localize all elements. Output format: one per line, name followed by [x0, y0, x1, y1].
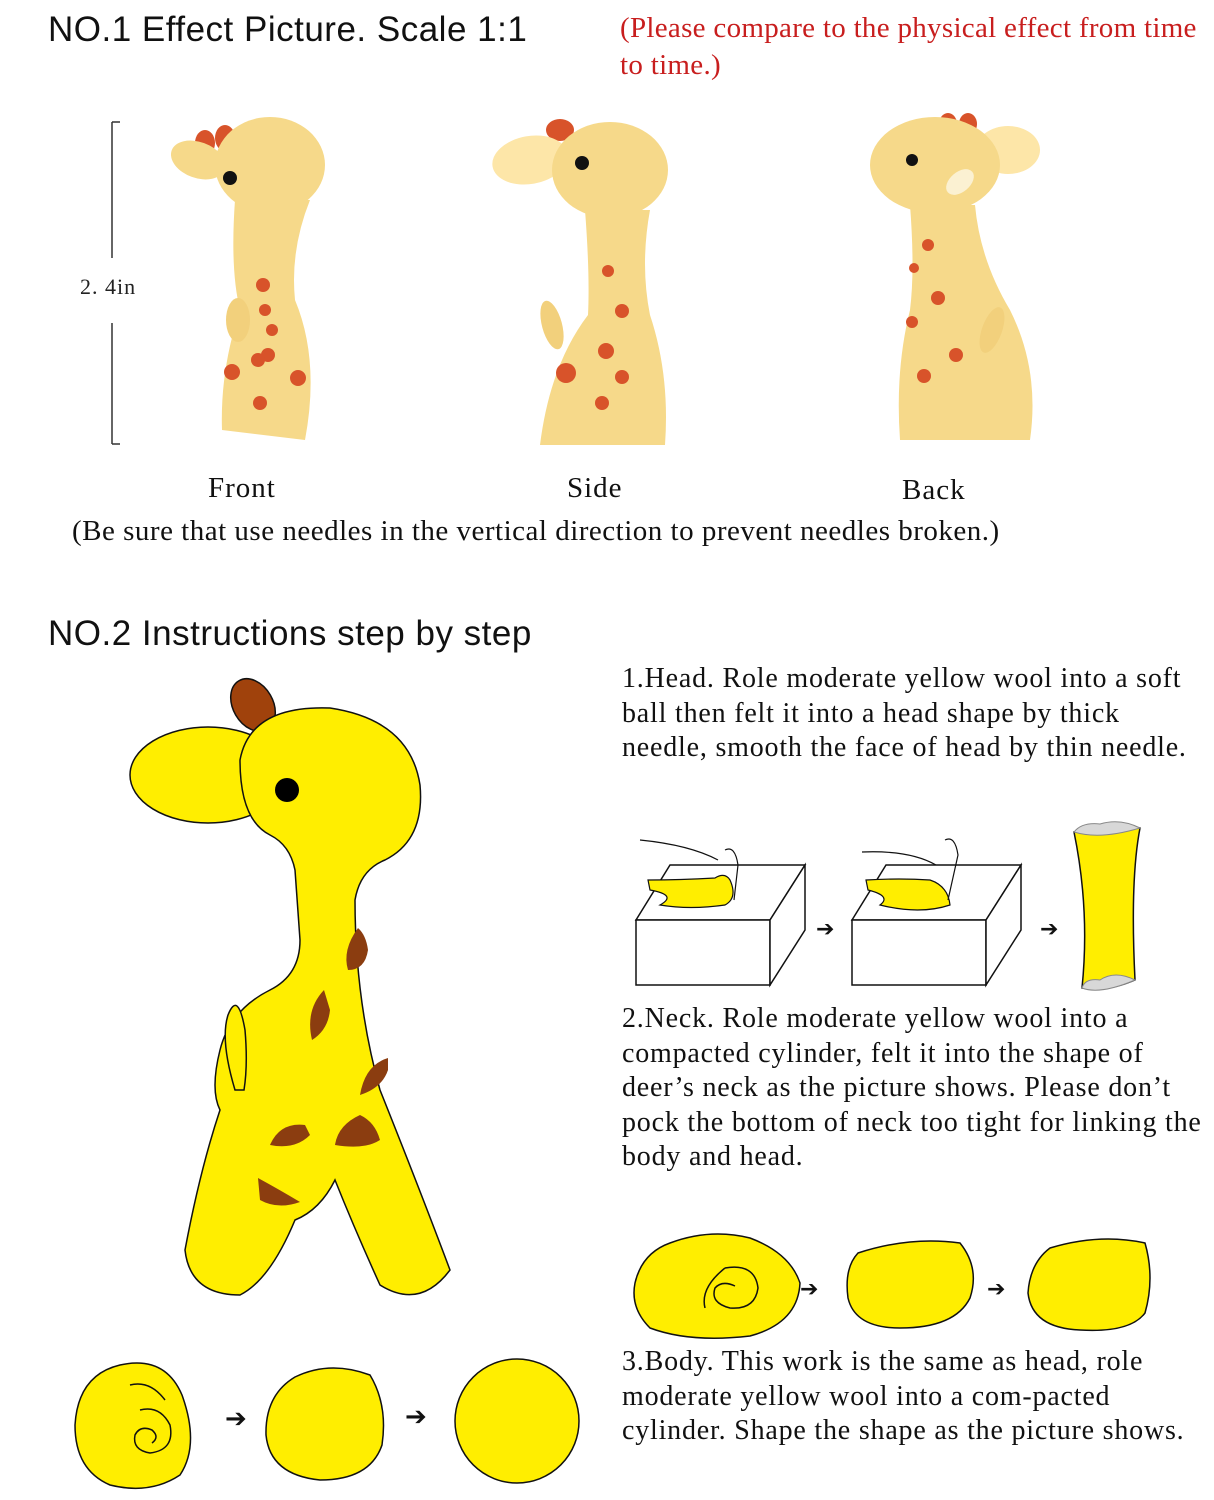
section2-title: NO.2 Instructions step by step: [48, 614, 532, 653]
svg-text:➔: ➔: [987, 1277, 1006, 1302]
view-label-side: Side: [567, 472, 623, 504]
step-2-neck: 2.Neck. Role moderate yellow wool into a compacted cylinder, felt it into the shape of deer’s neck as the picture shows. Please don’t pock the bottom of neck too tight for linking the body and head.: [622, 1003, 1202, 1172]
svg-text:➔: ➔: [405, 1402, 427, 1432]
view-label-back: Back: [902, 474, 966, 506]
view-label-front: Front: [208, 472, 276, 504]
section1-note: (Please compare to the physical effect from time to time.): [620, 12, 1197, 81]
cartoon-giraffe-illustration: [120, 670, 480, 1310]
step-3-body: 3.Body. This work is the same as head, role moderate yellow wool into a com-pacted cylinder. Shape the shape as the picture shows.: [622, 1346, 1185, 1446]
section1-title: NO.1 Effect Picture. Scale 1:1: [48, 10, 528, 49]
step-1-head: 1.Head. Role moderate yellow wool into a soft ball then felt it into a head shape by thick needle, smooth the face of head by thin needle.: [622, 663, 1187, 763]
svg-text:➔: ➔: [1040, 917, 1059, 942]
svg-text:➔: ➔: [800, 1277, 819, 1302]
needle-direction-note: (Be sure that use needles in the vertical direction to prevent needles broken.): [72, 515, 1000, 547]
svg-text:➔: ➔: [225, 1404, 247, 1434]
neck-rolling-steps: [630, 820, 1150, 1000]
body-ball-forming-steps: [630, 1228, 1160, 1343]
svg-text:➔: ➔: [816, 917, 835, 942]
scale-label: 2. 4in: [80, 274, 137, 299]
felt-giraffe-front-photo: [160, 110, 340, 460]
head-ball-forming-steps: [70, 1355, 590, 1495]
felt-giraffe-side-photo: [490, 115, 680, 460]
felt-giraffe-back-photo: [860, 110, 1045, 460]
